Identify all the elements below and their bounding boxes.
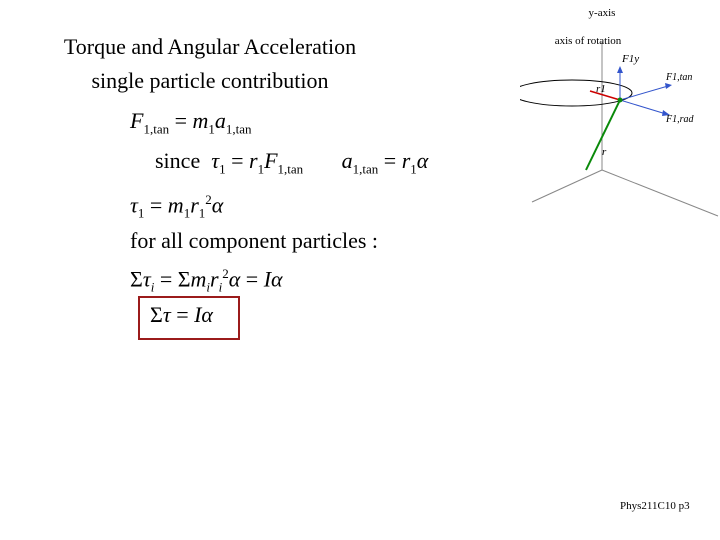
- title-line-1: Torque and Angular Acceleration: [63, 34, 357, 59]
- rotation-ellipse: [520, 80, 632, 106]
- footer-page-ref: Phys211C10 p3: [620, 500, 690, 512]
- f1tan-arrowhead: [665, 83, 672, 89]
- label-r1: r1: [596, 83, 606, 95]
- equation-newton-tangential: $F_{1,tan} = m_1a_{1,tan}$: [130, 108, 252, 137]
- equation-net-torque: Στ = Iα: [150, 302, 213, 327]
- label-axis-of-rotation: axis of rotation: [554, 35, 622, 47]
- label-y-axis: y-axis: [588, 7, 616, 19]
- label-f1tan: F1,tan: [666, 72, 693, 83]
- x-axis-line: [532, 170, 602, 202]
- f1y-arrowhead: [617, 66, 623, 73]
- equation-sum-torques: $\Sigma\tau_i = \Sigma m_ir_i^2\alpha = I\alpha$: [130, 266, 283, 295]
- rotation-diagram: [520, 0, 720, 220]
- f1rad-vector: [620, 100, 666, 114]
- equation-since: since $\tau_1 = r_1F_{1,tan}$ $a_{1,tan} = r_1\alpha$: [155, 148, 429, 177]
- slide-title: [20, 30, 400, 98]
- particle-dot: [618, 98, 623, 103]
- equation-torque-single: $\tau_1 = m_1r_1^2\alpha$: [130, 192, 224, 221]
- z-axis-line: [602, 170, 718, 216]
- label-f1rad: F1,rad: [666, 114, 694, 125]
- title-line-2: single particle contribution: [91, 68, 329, 93]
- r-vector: [586, 100, 620, 170]
- label-f1y: F1y: [622, 53, 640, 65]
- equation-text-all-particles: for all component particles :: [130, 228, 379, 253]
- label-r: r: [602, 146, 607, 158]
- since-word: since: [155, 148, 201, 173]
